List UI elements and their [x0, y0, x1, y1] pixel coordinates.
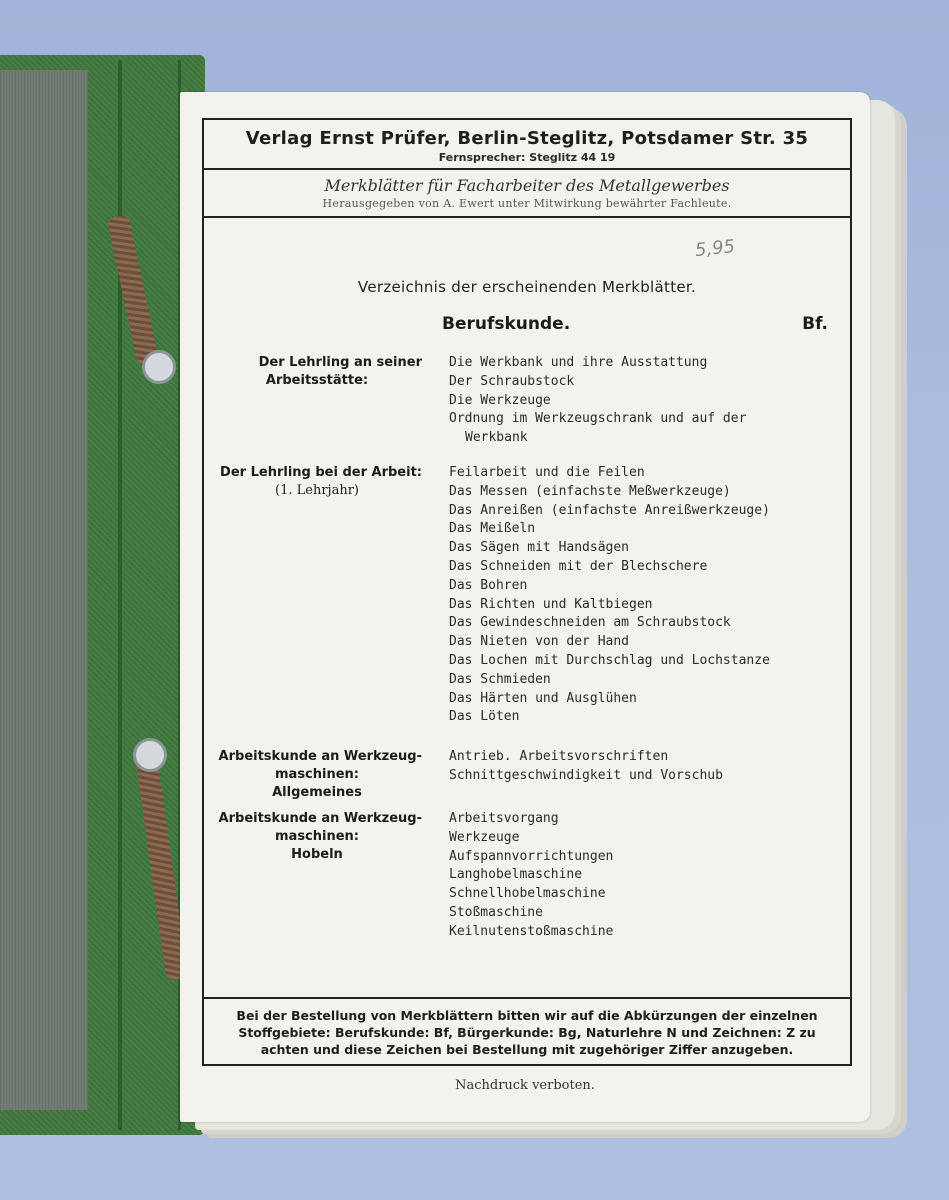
publisher-header — [204, 120, 850, 170]
list-item: Stoßmaschine — [449, 904, 543, 920]
section-items — [449, 810, 849, 942]
list-item: Das Nieten von der Hand — [449, 634, 630, 650]
list-item: Das Richten und Kaltbiegen — [449, 596, 653, 612]
reprint-notice: Nachdruck verboten. — [455, 1078, 595, 1093]
list-item: Langhobelmaschine — [449, 867, 583, 883]
list-item: Ordnung im Werkzeugschrank und auf der — [449, 411, 747, 427]
publisher-name: Verlag Ernst Prüfer, Berlin-Steglitz, Potsdamer Str. 35 — [245, 128, 809, 149]
section-label — [212, 464, 422, 500]
section-label-main: Der Lehrling an seiner — [258, 355, 422, 370]
list-item: Das Schneiden mit der Blechschere — [449, 558, 708, 574]
list-item: Das Anreißen (einfachste Anreißwerkzeuge) — [449, 502, 770, 518]
list-item: Das Gewindeschneiden am Schraubstock — [449, 615, 731, 631]
section-items — [449, 354, 849, 448]
section-label-main: Der Lehrling bei der Arbeit: — [220, 465, 422, 480]
section-label-second: maschinen: — [275, 767, 359, 782]
list-item: Das Härten und Ausglühen — [449, 690, 637, 706]
section-label — [212, 810, 422, 864]
list-item: Schnittgeschwindigkeit und Vorschub — [449, 767, 723, 783]
list-item: Das Messen (einfachste Meßwerkzeuge) — [449, 483, 731, 499]
list-item: Werkbank — [465, 430, 528, 446]
section-label-second: (1. Lehrjahr) — [275, 483, 359, 498]
series-box — [204, 170, 850, 218]
list-item: Werkzeuge — [449, 829, 520, 845]
page-frame — [202, 118, 852, 1066]
section-items — [449, 464, 849, 727]
list-item: Feilarbeit und die Feilen — [449, 465, 645, 480]
list-item: Das Bohren — [449, 577, 528, 593]
section-label-main: Arbeitskunde an Werkzeug- — [218, 749, 422, 764]
list-item: Keilnutenstoßmaschine — [449, 923, 614, 939]
list-item: Das Schmieden — [449, 671, 551, 687]
section-label-third: Allgemeines — [272, 785, 362, 800]
list-item: Der Schraubstock — [449, 373, 575, 389]
list-item: Die Werkbank und ihre Ausstattung — [449, 355, 708, 370]
list-item: Das Lochen mit Durchschlag und Lochstanze — [449, 652, 770, 668]
section-label-second: maschinen: — [275, 829, 359, 844]
section-label-main: Arbeitskunde an Werkzeug- — [218, 811, 422, 826]
publisher-phone: Fernsprecher: Steglitz 44 19 — [438, 151, 616, 164]
section-label — [212, 354, 422, 390]
section-items — [449, 748, 849, 786]
subject-heading: Berufskunde. — [442, 314, 571, 334]
list-item: Das Meißeln — [449, 521, 536, 537]
binder-inner-board — [0, 70, 88, 1110]
order-note: Bei der Bestellung von Merkblättern bitten wir auf die Abkürzungen der einzelnen Stoffgebiete: Berufskunde: Bf, Bürgerkunde: Bg, Naturlehre N und Zeichnen: Z zu achten und diese Zeichen bei Bestellung mit zugehöriger Ziffer anzugeben. — [204, 997, 850, 1064]
list-item: Das Löten — [449, 709, 520, 725]
document-page — [180, 92, 870, 1122]
list-title: Verzeichnis der erscheinenden Merkblätter. — [357, 278, 697, 296]
section-label-second: Arbeitsstätte: — [265, 373, 369, 388]
section-label — [212, 748, 422, 802]
list-item: Antrieb. Arbeitsvorschriften — [449, 749, 669, 764]
list-item: Schnellhobelmaschine — [449, 886, 606, 902]
grommet-top — [142, 350, 176, 384]
list-item: Die Werkzeuge — [449, 392, 551, 408]
list-item: Das Sägen mit Handsägen — [449, 540, 630, 556]
series-subtitle: Herausgegeben von A. Ewert unter Mitwirkung bewährter Fachleute. — [322, 197, 732, 210]
list-item: Aufspannvorrichtungen — [449, 848, 614, 864]
series-title: Merkblätter für Facharbeiter des Metallgewerbes — [324, 176, 730, 195]
handwritten-price-note: 5,95 — [693, 235, 736, 262]
subject-abbreviation: Bf. — [802, 314, 828, 334]
section-label-third: Hobeln — [291, 847, 343, 862]
list-item: Arbeitsvorgang — [449, 811, 559, 826]
grommet-bottom — [133, 738, 167, 772]
